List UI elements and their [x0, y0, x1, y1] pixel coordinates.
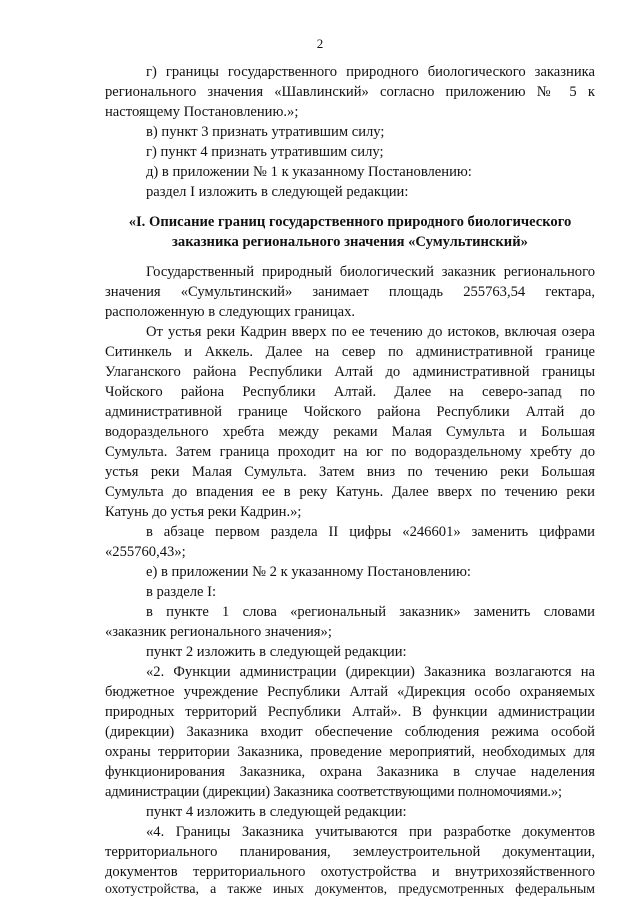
text-line: значения «Сумультинский» занимает площадь 255763,54 гектара,	[105, 284, 595, 300]
text-line: Катунь до устья реки Кадрин.»;	[105, 504, 302, 520]
text-line: охраны территории Заказника, проведение мероприятий, необходимых для	[105, 744, 595, 760]
text-line: регионального значения «Шавлинский» согласно приложению № 5 к	[105, 84, 595, 100]
text-line: природных территорий Республики Алтай». В функции администрации	[105, 704, 595, 720]
text-line: документов территориального охотустройства и внутрихозяйственного	[105, 864, 595, 880]
text-line: территориального планирования, землеустроительной документации,	[105, 844, 595, 860]
text-line: «2. Функции администрации (дирекции) Заказника возлагаются на	[146, 664, 595, 680]
text-line: Государственный природный биологический заказник регионального	[146, 264, 595, 280]
text-line: «заказник регионального значения»;	[105, 624, 332, 640]
text-line: устья реки Малая Сумульта. Затем вниз по течению реки Большая	[105, 464, 595, 480]
text-line: водораздельного хребта между реками Малая Сумульта и Большая	[105, 424, 595, 440]
page-number: 2	[316, 36, 324, 51]
text-line: Ситинкель и Аккель. Далее на север по административной границе	[105, 344, 595, 360]
text-line: в) пункт 3 признать утратившим силу;	[146, 124, 385, 140]
text-line: пункт 4 изложить в следующей редакции:	[146, 804, 407, 820]
text-line: е) в приложении № 2 к указанному Постановлению:	[146, 564, 471, 580]
text-line: в пункте 1 слова «региональный заказник» заменить словами	[146, 604, 595, 620]
text-line: бюджетное учреждение Республики Алтай «Дирекция особо охраняемых	[105, 684, 595, 700]
section-heading: заказника регионального значения «Сумультинский»	[172, 234, 528, 250]
section-heading: «I. Описание границ государственного природного биологического	[128, 214, 572, 230]
text-line: Сумульта. Затем граница проходит на юг по водораздельному хребту до	[105, 444, 595, 460]
text-line: охотустройства, а также иных документов, предусмотренных федеральным	[105, 881, 595, 896]
text-line: (дирекции) Заказника входит обеспечение соблюдения режима особой	[105, 724, 595, 740]
text-line: г) границы государственного природного биологического заказника	[146, 64, 595, 80]
text-line: г) пункт 4 признать утратившим силу;	[146, 144, 384, 160]
text-line: «255760,43»;	[105, 544, 186, 560]
text-line: настоящему Постановлению.»;	[105, 104, 299, 120]
text-line: д) в приложении № 1 к указанному Постановлению:	[146, 164, 472, 180]
text-line: раздел I изложить в следующей редакции:	[146, 184, 409, 200]
text-line: «4. Границы Заказника учитываются при разработке документов	[146, 824, 595, 840]
text-line: в абзаце первом раздела II цифры «246601» заменить цифрами	[146, 524, 595, 540]
text-line: Улаганского района Республики Алтай до административной границы	[105, 364, 595, 380]
text-line: в разделе I:	[146, 584, 217, 600]
text-line: административной границе Чойского района Республики Алтай до	[105, 404, 595, 420]
text-line: пункт 2 изложить в следующей редакции:	[146, 644, 407, 660]
text-line: Сумульта до впадения ее в реку Катунь. Далее вверх по течению реки	[105, 484, 595, 500]
text-line: администрации (дирекции) Заказника соответствующими полномочиями.»;	[105, 784, 562, 800]
text-line: функционирования Заказника, охрана Заказника в случае наделения	[105, 764, 595, 780]
text-line: расположенную в следующих границах.	[105, 304, 356, 320]
text-line: Чойского района Республики Алтай. Далее на северо-запад по	[105, 384, 595, 400]
text-line: От устья реки Кадрин вверх по ее течению до истоков, включая озера	[146, 324, 595, 340]
